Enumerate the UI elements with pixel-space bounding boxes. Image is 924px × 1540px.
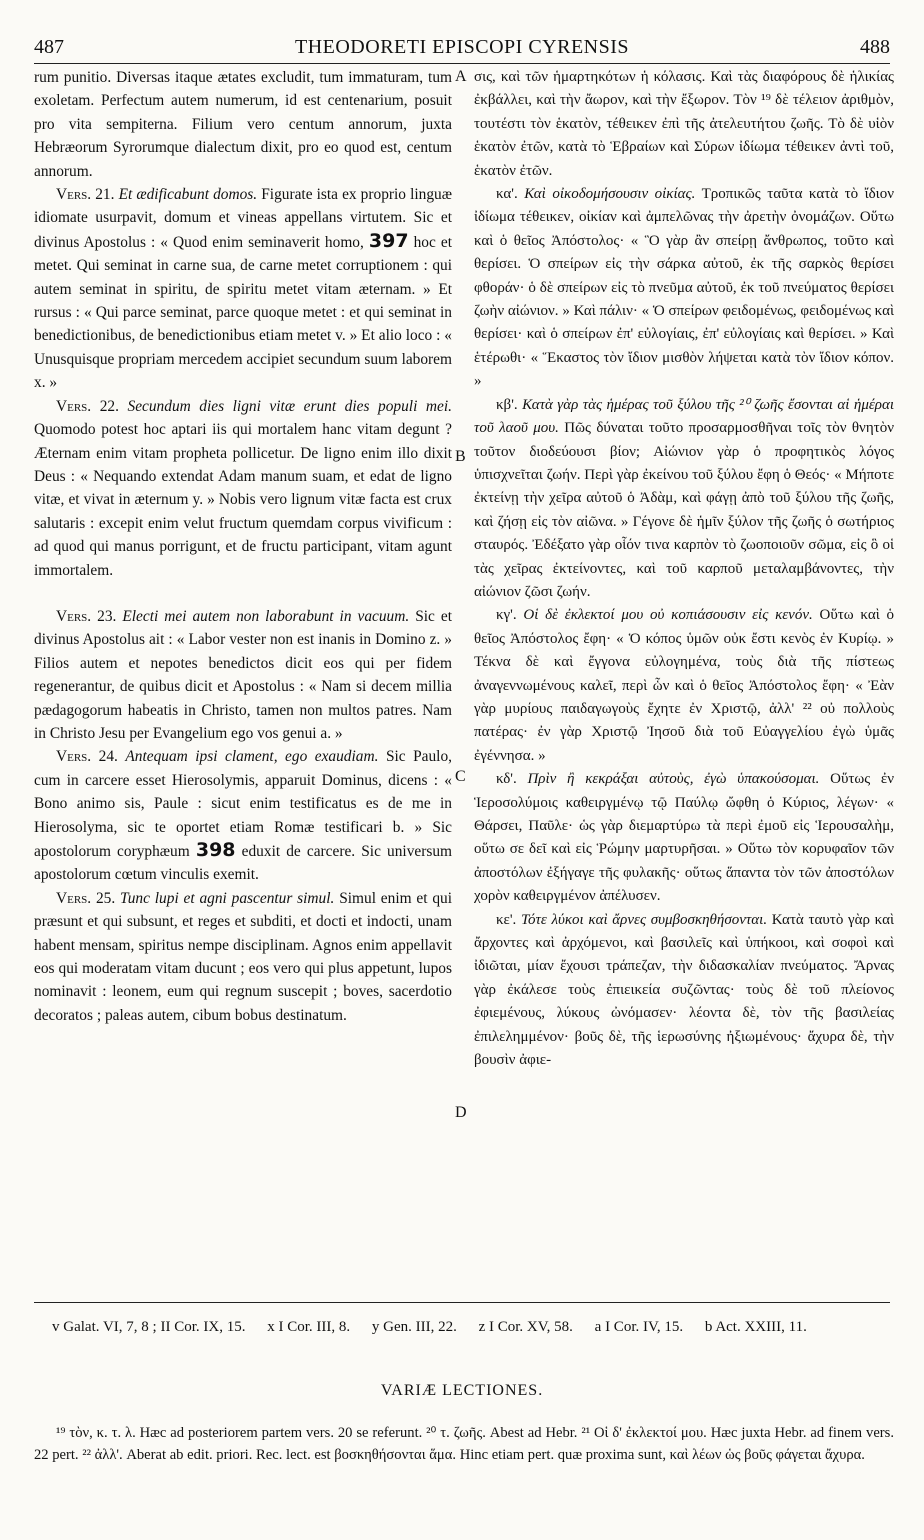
margin-letter-d: D — [455, 1104, 467, 1121]
header-rule — [34, 63, 890, 64]
latin-verse-25: Vers. 25. Tunc lupi et agni pascentur simul. Simul enim et qui præsunt et qui subsunt, et reges et subditi, et docti et indocti, unam habent mensam, spiritus nempe disciplinam. Agnos enim appellavit eos qui moderatam vitam ducunt ; eos vero qui plus appetunt, lupos nominavit : leonem, eum qui regnum suscepit ; boves, sacerdotio decoratos ; paleas autem, cibum bobus destinatum. — [34, 889, 452, 1024]
variae-lectiones-heading: VARIÆ LECTIONES. — [380, 1382, 544, 1399]
greek-verse-22: κβ'. Κατὰ γὰρ τὰς ἡμέρας τοῦ ξύλου τῆς ²⁰ ζωῆς ἔσονται αἱ ἡμέραι τοῦ λαοῦ μου. Πῶς δύναται τοῦτο προσαρμοσθῆναι τοῖς τὸν θνητὸν τοῦτον διοδεύουσι βίον; Αἰώνιον γὰρ ὁ προφητικὸς λόγος ὑπισχνεῖται ζωήν. Περὶ γὰρ ἐκείνου τοῦ ξύλου ἔφη ὁ Θεός· « Μήποτε ἐκτείνῃ τὴν χεῖρα αὐτοῦ ὁ Ἀδὰμ, καὶ φάγῃ ἀπὸ τοῦ ξύλου τῆς ζωῆς, καὶ ζήσῃ εἰς τὸν αἰῶνα. » Γέγονε δὲ ἡμῖν ξύλον τῆς ζωῆς ὁ σωτήριος σταυρός. Ἐδέξατο γὰρ οἷόν τινα καρπὸν τὸ ζωοποιοῦν σῶμα, εἰς ὃ οἱ τὰς χεῖρας ἐκτείνοντες, καὶ τοῦ καρποῦ μεταλαμβάνοντες, τὴν αἰώνιον ζῶσι ζωήν. — [474, 396, 895, 600]
footnote-rule — [34, 1302, 890, 1303]
column-number-398: 398 — [195, 839, 236, 861]
latin-verse-23: Vers. 23. Electi mei autem non laborabunt in vacuum. Sic et divinus Apostolus ait : « Labor vester non est inanis in Domino z. » Filios autem et nepotes benedictos dicit eos qui per fidem regenerantur, de quibus dicit et Apostolus : « Nam si decem millia pædagogorum habeatis in Christo, tamen non multos patres. Nam in Christo Jesu per Evangelium ego vos genui a. » — [34, 607, 452, 742]
greek-verse-21: κα'. Καὶ οἰκοδομήσουσιν οἰκίας. Τροπικῶς ταῦτα κατὰ τὸ ἴδιον ἰδίωμα τέθεικεν, οἰκίαν καὶ ἀμπελῶνας τὴν ἀρετὴν ὀνομάζων. Οὕτω καὶ ὁ θεῖος Ἀπόστολος· « Ὃ γὰρ ἂν σπείρῃ ἄνθρωπος, τοῦτο καὶ θερίσει. Ὁ σπείρων εἰς τὴν σάρκα αὐτοῦ, ἐκ τῆς σαρκὸς θερίσει φθοράν· ὁ δὲ σπείρων εἰς τὸ πνεῦμα αὐτοῦ, ἐκ τοῦ πνεύματος θερίσει ζωὴν αἰώνιον. » Καὶ πάλιν· « Ὁ σπείρων φειδομένως, φειδομένως καὶ θερίσει· καὶ ὁ σπείρων ἐπ' εὐλογίαις, ἐπ' εὐλογίαις καὶ θερίσει. » Καὶ ἑτέρωθι· « Ἕκαστος τὸν ἴδιον μισθὸν λήψεται κατὰ τὸν ἴδιον κόπον. » — [474, 186, 894, 390]
page-number-right: 488 — [860, 36, 890, 58]
footnotes — [52, 1316, 894, 1338]
greek-verse-23: κγ'. Οἱ δὲ ἐκλεκτοί μου οὐ κοπιάσουσιν εἰς κενόν. Οὕτω καὶ ὁ θεῖος Ἀπόστολος ἔφη· « Ὁ κόπος ὑμῶν οὐκ ἔστι κενὸς ἐν Κυρίῳ. » Τέκνα δὲ καὶ ἔγγονα εὐλογημένα, τοὺς διὰ τῆς πίστεως ἀναγεννωμένους καλεῖ, περὶ ὧν καὶ ὁ θεῖος Ἀπόστολος ἔφη· « Ἐὰν γὰρ μυρίους παιδαγωγοὺς ἔχητε ἐν Χριστῷ, ἀλλ' ²² οὐ πολλοὺς πατέρας· ἐν γὰρ Χριστῷ Ἰησοῦ διὰ τοῦ Εὐαγγελίου ἐγὼ ὑμᾶς ἐγέννησα. » — [474, 607, 895, 764]
footnote: v Galat. VI, 7, 8 ; II Cor. IX, 15. — [52, 1319, 246, 1335]
greek-verse-25: κε'. Τότε λύκοι καὶ ἄρνες συμβοσκηθήσονται. Κατὰ ταυτὸ γὰρ καὶ ἄρχοντες καὶ ἀρχόμενοι, καὶ βασιλεῖς καὶ ὑπήκοοι, καὶ σοφοὶ καὶ ἰδιῶται, μίαν ἔχουσι τράπεζαν, τὴν διδασκαλίαν πνεύματος. Ἄρνας γὰρ ἐκάλεσε τοὺς ἐπιεικεία συζῶντας· τοὺς δὲ τοῦ πλείονος ἐφιεμένους, λύκους ὠνόμασεν· λέοντα δὲ, τὸν τῆς βασιλείας ἐπιλελημμένον· βοῦς δὲ, τῆς ἱερωσύνης ἠξιωμένους· ἄχυρα δὲ, τὴν βουσὶν ἀφιε- — [474, 911, 894, 1069]
running-title: THEODORETI EPISCOPI CYRENSIS — [294, 36, 630, 58]
latin-verse-21: Vers. 21. Et ædificabunt domos. Figurate ista ex proprio linguæ idiomate usurpavit, domum et vineas appellans virtutem. Sic et divinus Apostolus : « Quod enim seminaverit homo, 397 hoc et metet. Qui seminat in carne sua, de carne metet corruptionem : qui autem seminat in spiritu, de spiritu metet vitam æternam. » Et rursus : « Qui parce seminat, parce quoque metet : et qui seminat in benedictionibus, de benedictionibus etiam metet v. » Et alio loco : « Unusquisque propriam mercedem accipiet secundum suum laborem x. » — [34, 186, 452, 392]
running-header — [34, 36, 890, 60]
latin-paragraph: rum punitio. Diversas itaque ætates excludit, tum immaturam, tum exoletam. Perfectum autem numerum, id est centenarium, posuit pro vita sempiterna. Filium vero centum annorum, juxta Hebræorum Syrorumque dialectum dixit, pro eo quod est, centum annorum. — [34, 69, 452, 180]
footnote: x I Cor. III, 8. — [267, 1319, 351, 1335]
footnote: z I Cor. XV, 58. — [478, 1319, 573, 1335]
column-number-397: 397 — [368, 229, 409, 252]
variae-lectiones-text: ¹⁹ τὸν, κ. τ. λ. Hæc ad posteriorem partem vers. 20 se referunt. ²⁰ τ. ζωῆς. Abest ad Hebr. ²¹ Οἱ δ' ἐκλεκτοί μου. Hæc juxta Hebr. ad finem vers. 22 pert. ²² ἀλλ'. Aberat ab edit. priori. Rec. lect. est βοσκηθήσονται ἅμα. Hinc etiam pert. quæ proxima sunt, καὶ λέων ὡς βοῦς φάγεται ἄχυρα. — [34, 1425, 894, 1463]
page-number-left: 487 — [34, 36, 64, 58]
footnote: a I Cor. IV, 15. — [594, 1319, 684, 1335]
margin-letter-c: C — [455, 768, 466, 785]
greek-paragraph: σις, καὶ τῶν ἡμαρτηκότων ἡ κόλασις. Καὶ τὰς διαφόρους δὲ ἡλικίας ἐκβάλλει, καὶ τὴν ἄωρον, καὶ τὴν ἔξωρον. Τὸν ¹⁹ δὲ τέλειον ἀριθμὸν, τουτέστι τὸν ἑκατὸν, τέθεικεν ἐπὶ τῆς ἀτελευτήτου ζωῆς. Τὸ δὲ υἱὸν ἑκατὸν ἐτῶν, κατὰ τὸ Ἑβραίων καὶ Σύρων ἰδίωμα τέθεικεν ἀντὶ τοῦ, ἑκατὸν ἐτῶν. — [474, 69, 894, 179]
latin-column — [34, 66, 452, 1027]
latin-verse-24: Vers. 24. Antequam ipsi clament, ego exaudiam. Sic Paulo, cum in carcere esset Hierosolymis, apparuit Dominus, dicens : « Bono animo sis, Paule : sicut enim testificatus es de me in Hierosolyma, sic te oportet etiam Romæ testificari b. » Sic apostolorum coryphæum 398 eduxit de carcere. Sic universum apostolorum cœtum vinculis exemit. — [34, 748, 452, 884]
footnote: y Gen. III, 22. — [371, 1319, 457, 1335]
margin-letter-b: B — [455, 448, 466, 465]
margin-letter-a: A — [455, 68, 467, 85]
greek-column — [474, 66, 894, 1072]
footnote: b Act. XXIII, 11. — [704, 1319, 807, 1335]
greek-verse-24: κδ'. Πρὶν ἢ κεκράξαι αὐτοὺς, ἐγὼ ὑπακούσομαι. Οὕτως ἐν Ἱεροσολύμοις καθειργμένῳ τῷ Παύλῳ ὤφθη ὁ Κύριος, λέγων· « Θάρσει, Παῦλε· ὡς γὰρ διεμαρτύρω τὰ περὶ ἐμοῦ εἰς Ἱερουσαλὴμ, οὕτω σε δεῖ καὶ εἰς Ῥώμην μαρτυρῆσαι. » Οὕτω τὸν κορυφαῖον τῶν ἀποστόλων ἐξήγαγε τῆς φυλακῆς· οὕτως ἅπαντα τὸν τῶν ἀποστόλων χορὸν καθειργμένον ἀπέλυσεν. — [474, 771, 895, 905]
latin-verse-22: Vers. 22. Secundum dies ligni vitæ erunt dies populi mei. Quomodo potest hoc aptari iis qui mortalem hanc vitam degunt ? Æternam enim vitam propheta pollicetur. De ligno enim illo dixit Deus : « Nequando extendat Adam manum suam, et edat de ligno vitæ, et vivat in æternum y. » Nobis vero lignum vitæ facta est crux salutaris : excepit enim velut fructum quemdam corpus vivificum : ad quod qui manus porrigunt, et de fructu participant, vitam agunt immortalem. — [34, 397, 452, 579]
